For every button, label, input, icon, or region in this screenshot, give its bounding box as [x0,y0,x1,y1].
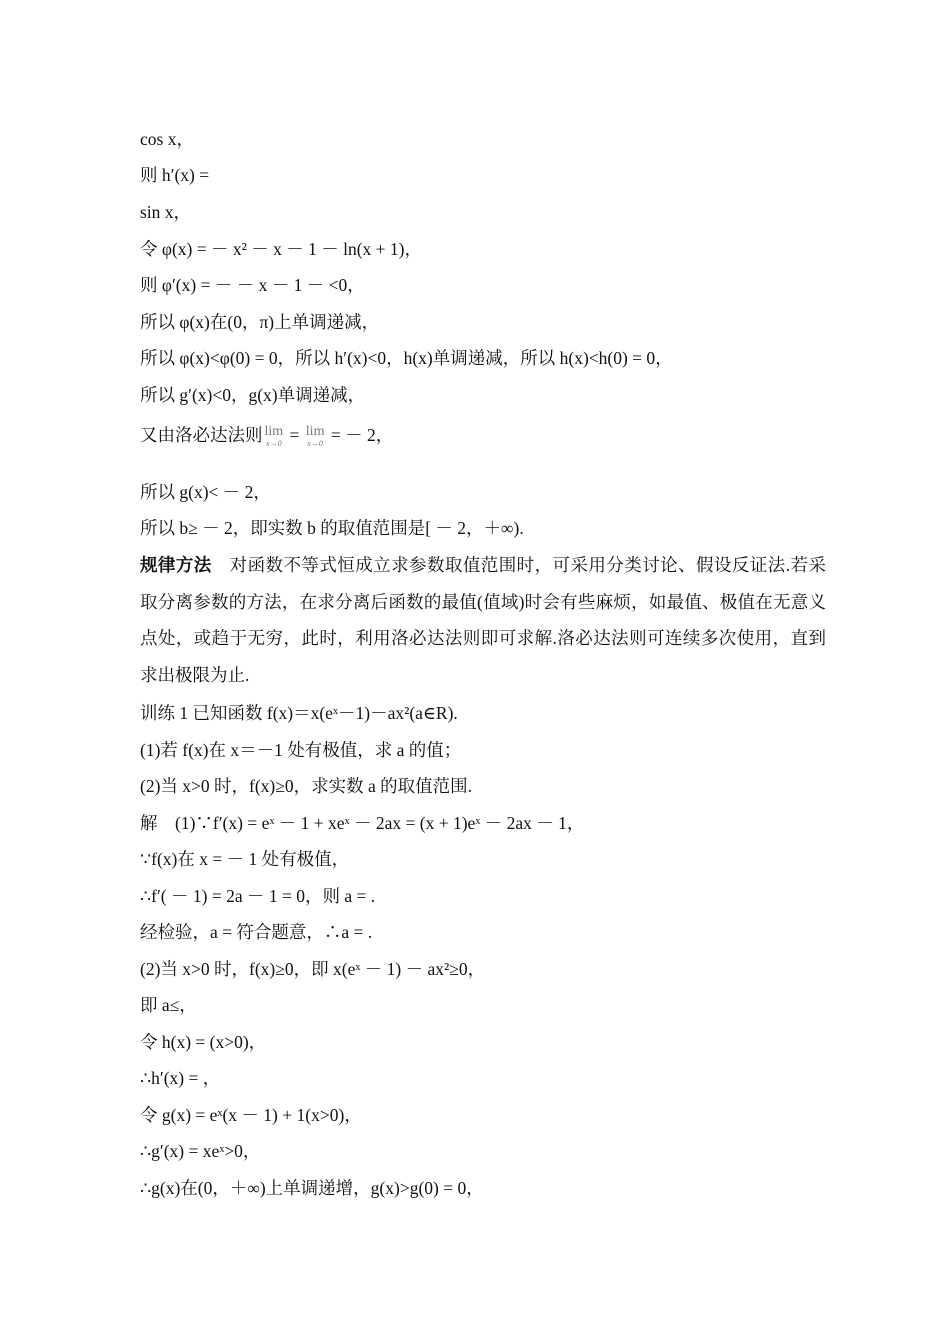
line-g-derivative: ∴g′(x) = xeˣ>0， [140,1141,261,1161]
line-solution-1: 解 (1)∵f′(x) = eˣ － 1 + xeˣ － 2ax = (x + 1)eˣ － 2ax － 1， [140,813,585,833]
line-b-range: 所以 b≥ － 2，即实数 b 的取值范围是[ － 2，＋∞). [140,518,524,538]
line-g-bound: 所以 g(x)< － 2， [140,482,271,502]
line-g-decreasing: 所以 g′(x)<0，g(x)单调递减， [140,385,366,405]
line-g-def: 令 g(x) = eˣ(x － 1) + 1(x>0)， [140,1105,362,1125]
line-h-decreasing: 所以 φ(x)<φ(0) = 0，所以 h′(x)<0，h(x)单调递减，所以 h(x)<h(0) = 0， [140,348,673,368]
line-sin-x: sin x， [140,202,192,222]
line-cos-x: cos x， [140,129,194,149]
line-a-value: ∴f′( － 1) = 2a － 1 = 0，则 a = . [140,886,376,906]
limit-subscript-2: x→0 [307,439,323,449]
line-h-derivative: ∴h′(x) = ， [140,1068,221,1088]
limit-word: lim [264,424,284,440]
line-question-1: (1)若 f(x)在 x＝－1 处有极值，求 a 的值； [140,740,462,760]
limit-symbol [265,425,284,448]
line-a-bound: 即 a≤， [140,995,197,1015]
limit-word-2: lim [305,424,325,440]
method-body: 对函数不等式恒成立求参数取值范围时，可采用分类讨论、假设反证法.若采取分离参数的方法，在求分离后函数的最值(值域)时会有些麻烦，如最值、极值在无意义点处，或趋于无穷，此时，利用洛必达法则即可求解.洛必达法则可连续多次使用，直到求出极限为止. [140,555,826,685]
line-phi-prime: 则 φ′(x) = － － x － 1 － <0， [140,275,365,295]
limit-symbol-2 [306,425,325,448]
line-solution-2: (2)当 x>0 时，f(x)≥0，即 x(eˣ － 1) － ax²≥0， [140,959,486,979]
line-lhopital [140,424,393,448]
line-h-prime: 则 h′(x) = [140,165,210,185]
equals-2: = － 2， [326,425,394,445]
line-extremum: ∵f(x)在 x = － 1 处有极值， [140,849,350,869]
method-heading: 规律方法 [140,555,212,575]
line-exercise-1: 训练 1 已知函数 f(x)＝x(eˣ－1)－ax²(a∈R). [140,703,458,723]
line-question-2: (2)当 x>0 时，f(x)≥0，求实数 a 的取值范围. [140,776,473,796]
line-phi-decreasing: 所以 φ(x)在(0，π)上单调递减， [140,312,380,332]
line-phi-def: 令 φ(x) = － x² － x － 1 － ln(x + 1)， [140,239,423,259]
line-h-def: 令 h(x) = (x>0)， [140,1032,267,1052]
line-g-increasing: ∴g(x)在(0，＋∞)上单调递增，g(x)>g(0) = 0， [140,1178,484,1198]
equals-1: = [285,425,304,445]
method-paragraph [140,547,826,693]
lhopital-text: 又由洛必达法则 [140,425,263,445]
line-verify: 经检验，a = 符合题意，∴a = . [140,922,373,942]
limit-subscript: x→0 [266,439,282,449]
